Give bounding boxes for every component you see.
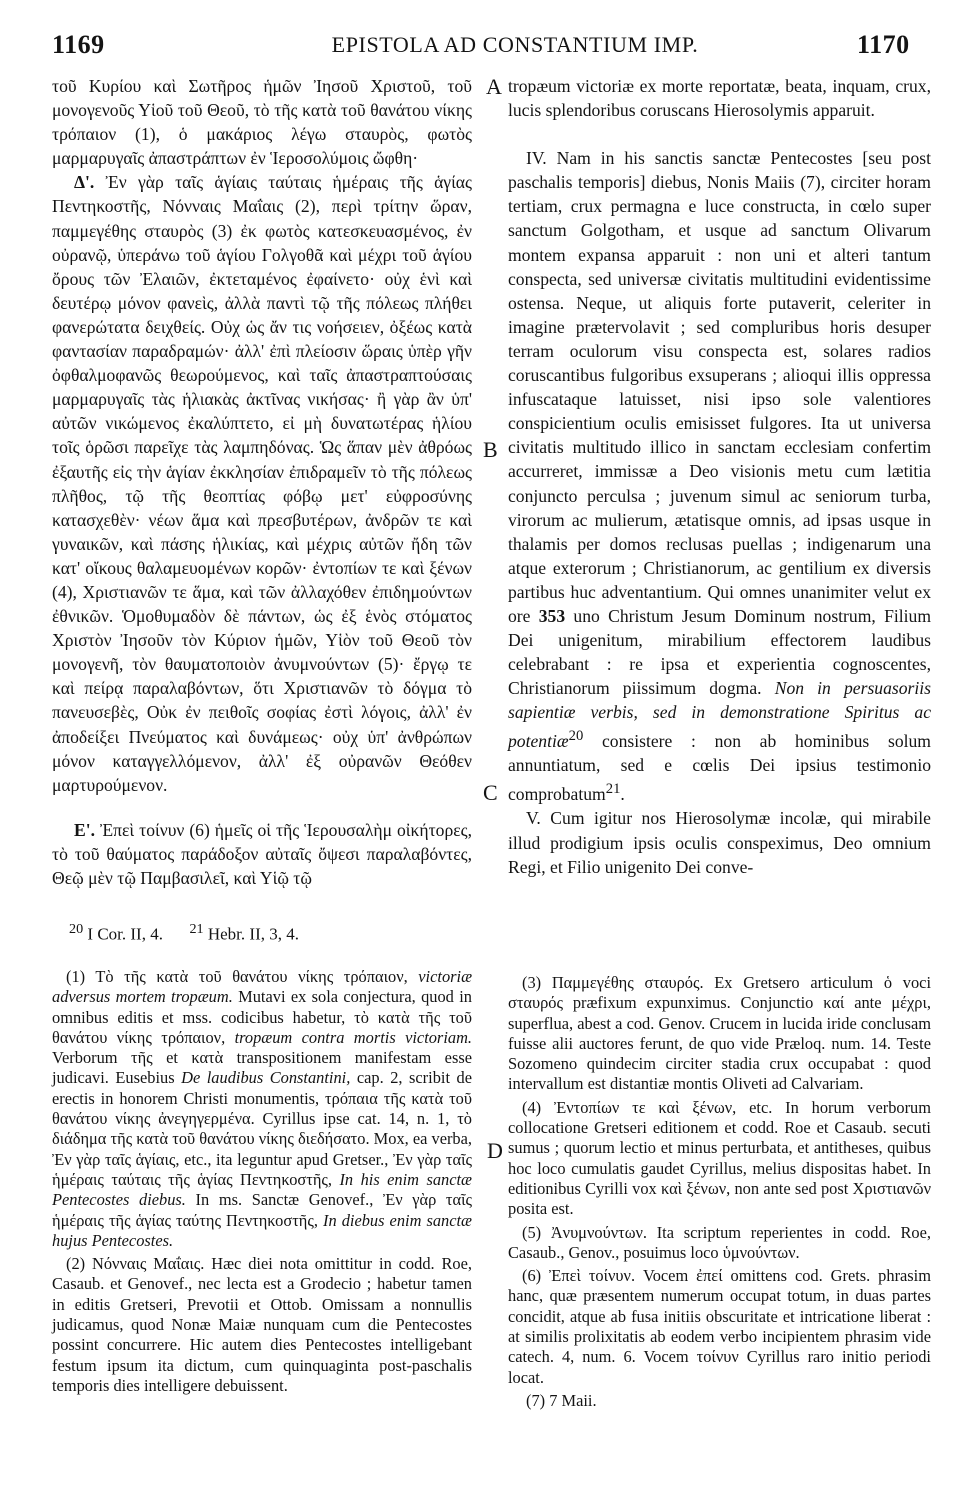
scripture-ref-number-20: 20 bbox=[69, 921, 84, 937]
reference-marker-20: 20 bbox=[568, 728, 584, 745]
section-number-5: Ε'. bbox=[74, 819, 96, 840]
footnote-7: (7) 7 Maii. bbox=[526, 1390, 597, 1410]
greek-paragraph-4 bbox=[52, 170, 472, 796]
page-number-left: 1169 bbox=[52, 30, 105, 59]
section-number-4: Δ'. bbox=[74, 172, 95, 193]
scripture-ref-number-21: 21 bbox=[189, 921, 204, 937]
running-title: EPISTOLA AD CONSTANTIUM IMP. bbox=[331, 32, 699, 57]
section-number-iv: IV. bbox=[526, 148, 547, 169]
margin-marker-b: B bbox=[483, 437, 498, 462]
footnote-4: (4) Ἐντοπίων τε καὶ ξένων, etc. In horum verborum collocatione Gretseri editionem et codd. Roe et Casaub. secuti sumus ; quorum lectio et minus perturbata, et antitheses, quibus hoc loco cumulatis gaudet Cyrillus, melius dispositas habet. In editionibus Cyrilli vox καὶ ξένων, non ante sed post Χριστιανῶν posita est. bbox=[508, 1097, 931, 1219]
footnote-5: (5) Ἀνυμνούντων. Ita scriptum reperientes in codd. Roe, Casaub., Genov., posuimus loco ὑμνούντων. bbox=[508, 1222, 931, 1262]
footnote-3: (3) Παμμεγέθης σταυρός. Ex Gretsero articulum ὁ voci σταυρός præfixum expunximus. Conjunctio καί ante μέχρι, superflua, abest a cod. Genov. Crucem in lucida iride conclusam fuisse alii auctores ferunt, de quo vide Præloq. num. 14. Teste Sozomeno quindecim circiter stadia crux occupabat : quod intervallum est distantiæ montis Oliveti ad Calvariam. bbox=[508, 973, 931, 1094]
column-number: 353 bbox=[538, 605, 566, 626]
latin-paragraph-4-text-c: consistere : non ab hominibus solum annuntiatum, sed e cœlis Dei ipsius testimonio comprobatum bbox=[508, 731, 931, 805]
footnotes-left bbox=[52, 967, 472, 1396]
greek-column bbox=[52, 74, 472, 890]
latin-paragraph-4-text-a: Nam in his sanctis sanctæ Pentecostes [seu post paschalis temporis] diebus, Nonis Maiis (7), circiter horam tertiam, crux permagna e luce constructa, in cœlo super sanctum Golgotham, et usque ad sanctum Olivarum montem expansa apparuit : non uni et alteri tantum conspecta, sed universæ civitatis multitudini evidentissime ostensa. Neque, ut aliquis forte putaverit, celeriter in imagine prætervolavit ; sed compluribus horis desuper terram oculorum visu conspecta est, solares radios coruscantibus fulgoribus exsuperans ; alioqui illis oppressa infuscataque latuisset, nisi ipso sole valentiores conspicientium oculis emisisset fulgores. Ita ut universa civitatis multitudo illico in sanctam ecclesiam confertim accurreret, immissæ a Deo visionis metu cum lætitia conjuncto perculsa ; juvenum simul ac seniorum turba, virorum ac mulierum, ætatisque omnis, ad ipsas usque in thalamis per domos reclusas puellas ; indigenarum una atque exterorum ; Christianorum, ac gentilium ex diversis partibus huc adventantium. Qui omnes unanimiter velut ex ore bbox=[508, 148, 931, 626]
greek-paragraph-4-text: Ἐν γὰρ ταῖς ἁγίαις ταύταις ἡμέραις τῆς ἁγίας Πεντηκοστῆς, Νόνναις Μαΐαις (2), περὶ τρίτην ὥραν, παμμεγέθης σταυρὸς (3) ἐκ φωτὸς κατεσκευασμένος, ἐν οὐρανῷ, ὑπεράνω τοῦ ἁγίου Γολγοθᾶ καὶ μέχρι τοῦ ἁγίου ὄρους τῶν Ἐλαιῶν, ἐκτεταμένος ἐφαίνετο· οὐχ ἑνὶ καὶ δευτέρῳ μόνον φανεὶς, ἀλλὰ παντὶ τῷ τῆς πόλεως πλήθει φανερώτατα δειχθείς. Οὐχ ὡς ἄν τις νοήσειεν, ὀξέως κατὰ φαντασίαν παραδραμών· ἀλλ' ἐπὶ πλείοσιν ὥραις ὑπὲρ γῆν ὀφθαλμοφανῶς θεωρούμενος, καὶ ταῖς ἀπαστραπτούσαις μαρμαρυγαῖς τὰς ἡλιακὰς ἀκτῖνας νικήσας· ἢ γὰρ ἂν ὑπ' αὐτῶν νικώμενος ἐκαλύπτετο, εἰ μὴ δυνατωτέρας ἡλίου τοῖς ὁρῶσι παρεῖχε τὰς λαμπηδόνας. Ὡς ἅπαν μὲν ἀθρόως ἐξαυτῆς εἰς τὴν ἁγίαν ἐκκλησίαν ἐπιδραμεῖν τὸ τῆς πόλεως πλῆθος, τῷ τῆς θεοπτίας φόβῳ μετ' εὐφροσύνης κατασχεθὲν· νέων ἅμα καὶ πρεσβυτέρων, ἀνδρῶν τε καὶ γυναικῶν, καὶ πάσης ἡλικίας, καὶ μέχρις αὐτῶν ἤδη τῶν κατ' οἴκους θαλαμευομένων κορῶν· ἐντοπίων τε καὶ ξένων (4), Χριστιανῶν τε ἅμα, καὶ τῶν ἀλλαχόθεν ἐπιδημούντων ἐθνικῶν. Ὁμοθυμαδὸν δὲ πάντων, ὡς ἐξ ἑνὸς στόματος Χριστὸν Ἰησοῦν τὸν Κύριον ἡμῶν, Υἱὸν τοῦ Θεοῦ τὸν μονογενῆ, τὸν θαυματοποιὸν ἀνυμνούντων (5)· ἔργῳ τε καὶ πείρᾳ παραλαβόντων, ὅτι Χριστιανῶν τὸ δόγμα τὸ πανευσεβὲς, Οὐκ ἐν πειθοῖς σοφίας ἐστὶ λόγοις, ἀλλ' ἐν ἀποδείξει Πνεύματος καὶ δυνάμεως· οὐχ ὑπ' ἀνθρώπων μόνον καταγγελλόμενον, ἀλλ' ἐξ οὐρανῶν Θεόθεν μαρτυρούμενον. bbox=[52, 172, 472, 795]
latin-paragraph-3-end: tropæum victoriæ ex morte reportatæ, beata, inquam, crux, lucis splendoribus coruscans Hierosolymis apparuit. bbox=[508, 76, 931, 121]
margin-marker-c: C bbox=[483, 780, 498, 805]
latin-paragraph-4-text-b: uno Christum Jesum Dominum nostrum, Filium Dei unigenitum, mirabilium effectorem laudibus celebrabant : re ipsa et experientia cognoscentes, Christianorum piissimum dogma. bbox=[508, 605, 932, 699]
greek-paragraph-5 bbox=[52, 818, 472, 890]
reference-marker-21: 21 bbox=[605, 781, 621, 798]
latin-column bbox=[508, 74, 931, 879]
latin-paragraph-5-text: Cum igitur nos Hierosolymæ incolæ, qui mirabile illud prodigium ipsis oculis conspeximus, Deo omnium Regi, et Filio unigenito Dei conve- bbox=[508, 808, 931, 877]
footnotes-right bbox=[508, 973, 931, 1414]
latin-paragraph-4: IV. Nam in his sanctis sanctæ Pentecostes [seu post paschalis temporis] diebus, Nonis Maiis (7), circiter horam tertiam, crux permagna e luce constructa, in cœlo super sanctum Golgotham, et usque ad sanctum Olivarum montem expansa apparuit : non uni et alteri tantum conspecta, sed universæ civitatis multitudini evidentissime ostensa. Neque, ut aliquis forte putaverit, celeriter in imagine prætervolavit ; sed compluribus horis desuper terram oculorum visu conspecta est, solares radios coruscantibus fulgoribus exsuperans ; alioqui illis oppressa infuscataque latuisset, nisi ipso sole valentiores conspicientium oculis emisisset fulgores. Ita ut universa civitatis multitudo illico in sanctam ecclesiam confertim accurreret, immissæ a Deo visionis metu cum lætitia conjuncto perculsa ; juvenum simul ac seniorum turba, virorum ac mulierum, ætatisque omnis, ad ipsas usque in thalamis per domos reclusas puellas ; indigenarum una atque exterorum ; Christianorum, ac gentilium ex diversis partibus huc adventantium. Qui omnes unanimiter velut ex ore 353 uno Christum Jesum Dominum nostrum, Filium Dei unigenitum, mirabilium effectorem laudibus celebrabant : re ipsa et experientia cognoscentes, Christianorum piissimum dogma. Non in persuasoriis sapientiæ verbis, sed in demonstratione Spiritus ac potentiæ$^{20}$ consistere : non ab hominibus solum annuntiatum, sed e cœlis Dei ipsius testimonio comprobatum$^{21}$. bbox=[508, 148, 932, 805]
scripture-references bbox=[69, 921, 299, 945]
footnote-1: (1) Τὸ τῆς κατὰ τοῦ θανάτου νίκης τρόπαιον, victoriæ adversus mortem tropæum. Mutavi ex sola conjectura, quod in omnibus editis et mss. codicibus habetur, τὸ κατὰ τῆς τοῦ θανάτου νίκης τρόπαιον, tropæum contra mortis victoriam. Verborum τῆς et κατὰ transpositionem manifestam esse judicavi. Eusebius De laudibus Constantini, cap. 2, scribit de erectis in honorem Christi monumentis, τρόπαια τῆς κατὰ τοῦ θανάτου νίκης ἀνεγηγερμένα. Cyrillus ipse cat. 14, n. 1, τὸ διάδημα τῆς κατὰ τοῦ θανάτου νίκης διεδήσατο. Mox, ea verba, Ἐν γὰρ ταῖς ἁγίαις, etc., ita leguntur apud Gretser., Ἐν γὰρ ταῖς ἡμέραις ταύταις τῆς ἁγίας Πεντηκοστῆς, In his enim sanctæ Pentecostes diebus. In ms. Sanctæ Genovef., Ἐν γὰρ ταῖς ἡμέραις τῆς ἁγίας ταύτης Πεντηκοστῆς, In diebus enim sanctæ hujus Pentecostes. bbox=[52, 967, 472, 1250]
margin-marker-d: D bbox=[487, 1138, 503, 1163]
latin-paragraph-5 bbox=[508, 806, 931, 878]
greek-paragraph-5-text: Ἐπεὶ τοίνυν (6) ἡμεῖς οἱ τῆς Ἱερουσαλὴμ οἰκήτορες, τὸ τοῦ θαύματος παράδοξον αὐταῖς ὄψεσι παραλαβόντες, Θεῷ μὲν τῷ Παμβασιλεῖ, καὶ Υἱῷ τῷ bbox=[52, 819, 472, 888]
greek-paragraph-3-end: τοῦ Κυρίου καὶ Σωτῆρος ἡμῶν Ἰησοῦ Χριστοῦ, τοῦ μονογενοῦς Υἱοῦ τοῦ Θεοῦ, τὸ τῆς κατὰ τοῦ θανάτου νίκης τρόπαιον (1), ὁ μακάριος λέγω σταυρὸς, φωτὸς μαρμαρυγαῖς ἀπαστράπτων ἐν Ἱεροσολύμοις ὤφθη· bbox=[52, 76, 472, 169]
section-number-v: V. bbox=[526, 808, 541, 829]
footnote-6: (6) Ἐπεὶ τοίνυν. Vocem ἐπεί omittens cod. Grets. phrasim hanc, quæ præsentem numerum occupat totum, in duas partes concidit, atque ab fusa initiis obscuritate et intricatione liberat : at similis prolixitatis ab eodem verbo incipientem phrasim vide catech. 4, num. 6. Vocem τοίνυν Cyrillus raro initio periodi locat. bbox=[508, 1266, 931, 1387]
margin-marker-a: A bbox=[486, 74, 502, 99]
scripture-ref-20: I Cor. II, 4. bbox=[87, 924, 163, 944]
scripture-ref-21: Hebr. II, 3, 4. bbox=[207, 924, 299, 944]
scripture-quote: Non in persuasoriis sapientiæ verbis, sed in demonstratione Spiritus ac potentiæ bbox=[508, 678, 932, 752]
page-number-right: 1170 bbox=[857, 30, 910, 59]
footnote-2: (2) Νόνναις Μαΐαις. Hæc diei nota omittitur in codd. Roe, Casaub. et Genovef., nec lecta est a Grodecio ; habetur tamen in editis Gretseri, Prevotii et Ottob. Omissam a nonnullis judicamus, quod Nonæ Maiæ nunquam cum die Pentecostes possint concurrere. Hic autem dies Pentecostes intelligebant festum ipsum ita dictum, cum quinquaginta post-paschalis temporis dies intelligere debuissent. bbox=[52, 1254, 472, 1395]
page-header bbox=[0, 30, 979, 70]
